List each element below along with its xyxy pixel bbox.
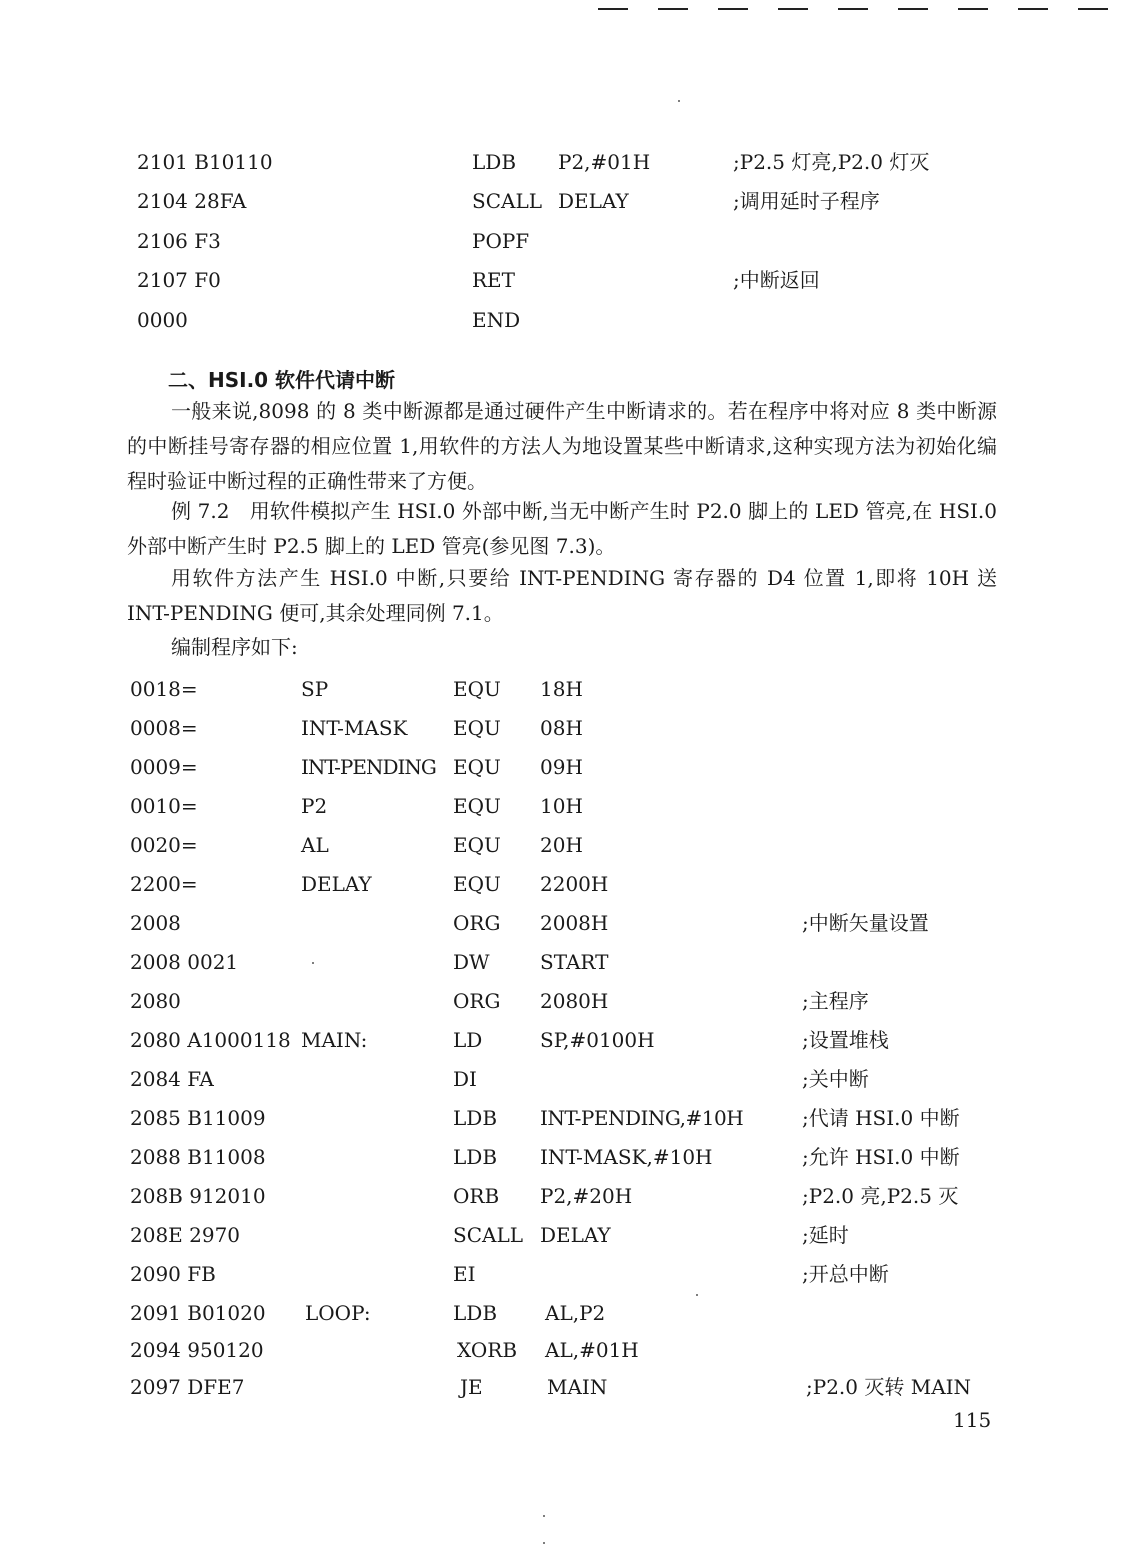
print-speck [312,962,314,964]
body-text [127,394,997,499]
code-label: INT-PENDING [301,755,436,779]
code-label: P2 [301,794,328,818]
code-address: 0008= [130,716,198,740]
paragraph: 编制程序如下: [171,635,298,659]
code-comment: ;代请 HSI.0 中断 [802,1106,960,1130]
code-comment: ;中断返回 [733,268,820,292]
code-label: INT-MASK [301,716,408,740]
print-speck [678,100,680,102]
code-opcode: EI [453,1262,476,1286]
top-rule [898,8,928,10]
code-address: 2088 B11008 [130,1145,266,1169]
code-opcode: EQU [453,794,501,818]
code-label: LOOP: [305,1301,371,1325]
code-opcode: EQU [453,833,501,857]
code-address: 2094 950120 [130,1338,264,1362]
code-address: 208E 2970 [130,1223,241,1247]
code-address: 2106 F3 [137,229,221,253]
code-operand: 18H [540,677,583,701]
top-rule [778,8,808,10]
code-operand: 09H [540,755,583,779]
code-label: DELAY [301,872,372,896]
code-opcode: JE [460,1375,483,1399]
code-address: 2080 A1000118 [130,1028,291,1052]
code-address: 2200= [130,872,198,896]
code-operand: 10H [540,794,583,818]
code-opcode: EQU [453,716,501,740]
code-comment: ;P2.5 灯亮,P2.0 灯灭 [733,150,930,174]
paragraph: 用软件方法产生 HSI.0 中断,只要给 INT-PENDING 寄存器的 D4 位置 1,即将 10H 送 INT-PENDING 便可,其余处理同例 7.1。 [127,566,997,625]
code-label: SP [301,677,329,701]
print-speck [696,1294,698,1296]
code-opcode: DW [453,950,490,974]
code-opcode: RET [472,268,515,292]
code-operand: 20H [540,833,583,857]
code-comment: ;中断矢量设置 [802,911,929,935]
code-operand: INT-MASK,#10H [540,1145,713,1169]
code-address: 208B 912010 [130,1184,266,1208]
code-operand: SP,#0100H [540,1028,655,1052]
code-operand: 2008H [540,911,609,935]
print-speck [543,1542,545,1544]
top-rule [718,8,748,10]
code-address: 2080 [130,989,181,1013]
code-operand: START [540,950,609,974]
code-comment: ;开总中断 [802,1262,889,1286]
code-address: 2090 FB [130,1262,216,1286]
code-opcode: DI [453,1067,477,1091]
code-address: 0009= [130,755,198,779]
code-address: 0010= [130,794,198,818]
code-operand: 2200H [540,872,609,896]
code-opcode: ORB [453,1184,500,1208]
code-opcode: SCALL [453,1223,524,1247]
code-operand: INT-PENDING,#10H [540,1106,744,1130]
code-operand: DELAY [540,1223,611,1247]
code-comment: ;设置堆栈 [802,1028,889,1052]
code-operand: MAIN [547,1375,608,1399]
code-address: 2101 B10110 [137,150,273,174]
code-comment: ;调用延时子程序 [733,189,880,213]
body-text [127,630,997,665]
code-operand: P2,#01H [558,150,651,174]
code-opcode: SCALL [472,189,543,213]
code-opcode: POPF [472,229,530,253]
top-rule [598,8,628,10]
code-operand: 08H [540,716,583,740]
code-opcode: XORB [457,1338,518,1362]
code-comment: ;关中断 [802,1067,869,1091]
code-address: 2085 B11009 [130,1106,266,1130]
code-opcode: LD [453,1028,483,1052]
code-comment: ;延时 [802,1223,849,1247]
code-address: 2084 FA [130,1067,214,1091]
code-operand: 2080H [540,989,609,1013]
code-opcode: LDB [453,1301,498,1325]
code-opcode: EQU [453,677,501,701]
code-opcode: END [472,308,521,332]
code-opcode: ORG [453,989,501,1013]
code-comment: ;P2.0 亮,P2.5 灭 [802,1184,959,1208]
code-address: 0018= [130,677,198,701]
top-rule [838,8,868,10]
top-rule [658,8,688,10]
code-address: 2107 F0 [137,268,221,292]
code-address: 2097 DFE7 [130,1375,245,1399]
top-rule [1078,8,1108,10]
code-opcode: LDB [453,1106,498,1130]
code-label: MAIN: [301,1028,368,1052]
top-rule [1018,8,1048,10]
body-text [127,561,997,631]
section-heading: 二、HSI.0 软件代请中断 [168,368,396,392]
code-label: AL [301,833,329,857]
top-rule [958,8,988,10]
body-text [127,494,997,564]
page-number: 115 [953,1408,992,1432]
code-opcode: LDB [472,150,517,174]
paragraph: 一般来说,8098 的 8 类中断源都是通过硬件产生中断请求的。若在程序中将对应 8 类中断源的中断挂号寄存器的相应位置 1,用软件的方法人为地设置某些中断请求,这种实现方法为初始化编程时验证中断过程的正确性带来了方便。 [127,399,997,493]
code-comment: ;P2.0 灭转 MAIN [806,1375,972,1399]
code-operand: AL,P2 [545,1301,606,1325]
code-address: 2008 0021 [130,950,239,974]
code-operand: P2,#20H [540,1184,633,1208]
code-opcode: ORG [453,911,501,935]
code-comment: ;主程序 [802,989,869,1013]
code-address: 0020= [130,833,198,857]
code-address: 2008 [130,911,181,935]
code-operand: DELAY [558,189,629,213]
code-address: 0000 [137,308,188,332]
code-opcode: EQU [453,755,501,779]
print-speck [543,1515,545,1517]
code-address: 2091 B01020 [130,1301,266,1325]
code-address: 2104 28FA [137,189,247,213]
code-opcode: LDB [453,1145,498,1169]
paragraph: 例 7.2 用软件模拟产生 HSI.0 外部中断,当无中断产生时 P2.0 脚上的 LED 管亮,在 HSI.0 外部中断产生时 P2.5 脚上的 LED 管亮(参见图 7.3)。 [127,499,997,558]
code-opcode: EQU [453,872,501,896]
code-comment: ;允许 HSI.0 中断 [802,1145,960,1169]
code-operand: AL,#01H [545,1338,639,1362]
